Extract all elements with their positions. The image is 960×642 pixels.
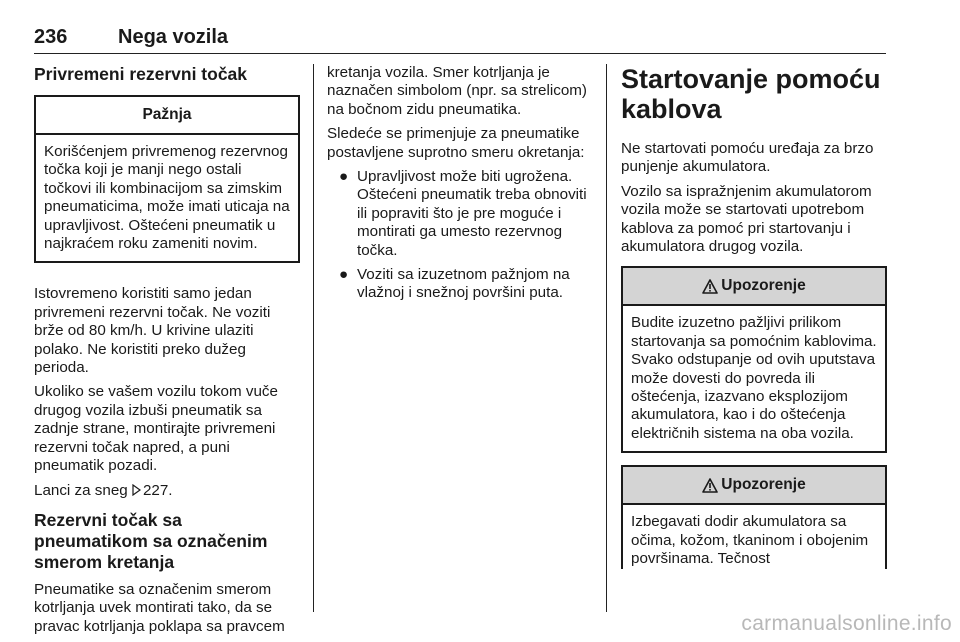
header-rule: [34, 53, 886, 54]
warning-box: [621, 465, 887, 568]
warning-text: Izbegavati dodir akumulatora sa očima, kožom, tkaninom i obojenim površinama. Tečnost: [631, 513, 869, 568]
chains-label: Lanci za sneg: [34, 481, 128, 499]
paragraph: Vozilo sa ispražnjenim akumulatorom vozila može se startovati upotrebom kablova za pomoć pri startovanju i akumulatora drugog vozila.: [621, 182, 872, 256]
chains-reference: [34, 482, 300, 500]
warning-box: [621, 266, 887, 453]
bullet-icon: ●: [339, 168, 349, 186]
warning-title: Upozorenje: [721, 277, 806, 295]
page-number: 236: [34, 26, 68, 48]
paragraph: Istovremeno koristiti samo jedan privremeni rezervni točak. Ne voziti brže od 80 km/h. U krivine ulaziti polako. Ne koristiti preko dužeg perioda.: [34, 285, 271, 377]
chains-page-link[interactable]: 227.: [142, 481, 173, 499]
notice-title: Pažnja: [36, 97, 298, 135]
column-3: [621, 64, 887, 569]
page-ref-arrow-icon: [132, 482, 143, 500]
warning-triangle-icon: [702, 279, 718, 294]
warning-title: Upozorenje: [721, 476, 806, 494]
continued-text: kretanja vozila. Smer kotrljanja je naznačen simbolom (npr. sa strelicom) na bočnom zidu pneumatika.: [327, 64, 587, 118]
subsection-text: Pneumatike sa označenim smerom kotrljanja uvek montirati tako, da se pravac kotrljanja poklapa sa pravcem: [34, 580, 285, 635]
section-title: Privremeni rezervni točak: [34, 64, 248, 84]
section-title: Startovanje pomoću kablova: [621, 64, 881, 124]
intro-text: Sledeće se primenjuje za pneumatike postavljene suprotno smeru okretanja:: [327, 125, 585, 161]
column-1: [34, 64, 300, 642]
bullet-list: [327, 168, 593, 303]
column-divider-2: [606, 64, 607, 612]
warning-triangle-icon: [702, 478, 718, 493]
subsection-title: Rezervni točak sa pneumatikom sa označenim smerom kretanja: [34, 509, 268, 572]
page-header: [34, 20, 886, 52]
notice-text: Korišćenjem privremenog rezervnog točka koji je manji nego ostali točkovi ili kombinacijom sa zimskim pneumaticima, može imati uticaja na upravljivost. Oštećeni pneumatik u najkraćem roku zameniti novim.: [44, 143, 290, 253]
watermark: carmanualsonline.info: [741, 612, 952, 635]
paragraph: Ukoliko se vašem vozilu tokom vuče drugog vozila izbuši pneumatik sa zadnje strane, montirajte privremeni rezervni točak napred, a puni pneumatik pozadi.: [34, 383, 278, 475]
warning-text: Budite izuzetno pažljivi prilikom startovanja sa pomoćnim kablovima. Svako odstupanje od ovih uputstava može dovesti do povreda ili oštećenja, izazvano eksplozijom akumulatora, kao i do oštećenja električnih sistema na oba vozila.: [631, 314, 877, 442]
column-2: [327, 64, 593, 309]
notice-box: [34, 95, 300, 263]
chapter-title: Nega vozila: [118, 26, 229, 48]
column-divider-1: [313, 64, 314, 612]
paragraph: Ne startovati pomoću uređaja za brzo punjenje akumulatora.: [621, 140, 874, 176]
list-item: ● Voziti sa izuzetnom pažnjom na vlažnoj i snežnoj površini puta.: [339, 266, 570, 302]
bullet-icon: ●: [339, 266, 349, 284]
list-item: ● Upravljivost može biti ugrožena. Oštećeni pneumatik treba obnoviti ili popraviti što je pre moguće i montirati ga umesto rezervnog točka.: [339, 168, 587, 259]
